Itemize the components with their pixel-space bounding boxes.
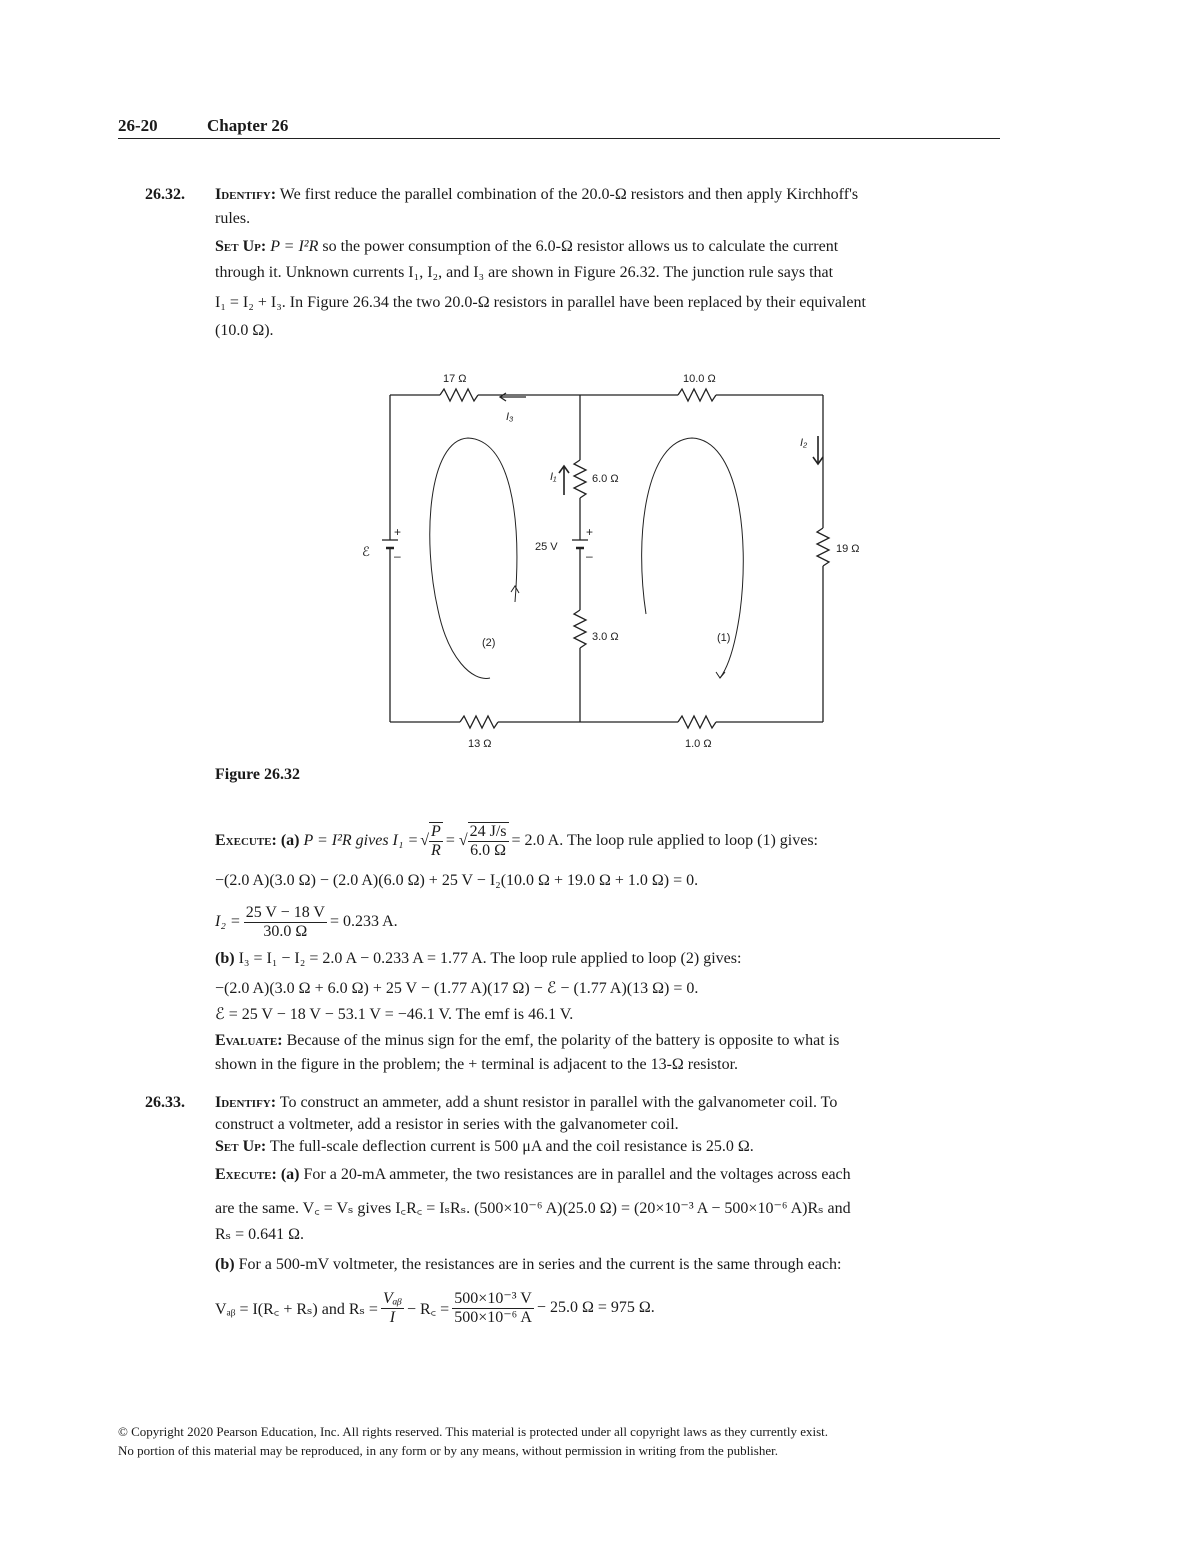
loop-2-arc	[430, 438, 517, 678]
part-b-label: (b)	[215, 1256, 235, 1273]
part-b-label: (b)	[215, 950, 235, 967]
header-rule	[118, 138, 1000, 139]
p32-evaluate-line-1: Evaluate: Because of the minus sign for the emf, the polarity of the battery is opposite to what is	[215, 1032, 840, 1049]
p32-execute-b-line-3: ℰ = 25 V − 18 V − 53.1 V = −46.1 V. The emf is 46.1 V.	[215, 1006, 574, 1023]
p32-execute-b-line-2: −(2.0 A)(3.0 Ω + 6.0 Ω) + 25 V − (1.77 A)(17 Ω) − ℰ − (1.77 A)(13 Ω) = 0.	[215, 980, 699, 997]
p32-setup-text-1: so the power consumption of the 6.0-Ω resistor allows us to calculate the current	[322, 238, 839, 255]
loop-2-arrowhead	[511, 586, 519, 593]
label-loop-1: (1)	[717, 632, 731, 644]
battery-minus: –	[586, 549, 593, 563]
fraction-vab-over-i: $\frac{\text{Vₐᵦ}}{I}$	[382, 1289, 402, 1326]
label-i2: I₂	[800, 437, 808, 449]
resistor-1	[678, 716, 716, 728]
p32-execute-a-line-1: Execute: (a) P = I²R gives I₁ = √ $\frac{P}{R}$ = √ $\frac{24 J/s}{6.0 \Omega}$ = 2.0 A. The loop rule applied to loop (1) gives:	[215, 823, 818, 859]
figure-caption: Figure 26.32	[215, 766, 301, 783]
p32-execute-a-line-3: I₂ = $\frac{25 V - 18 V}{30.0 \Omega}$ = 0.233 A.	[215, 903, 398, 940]
p32-execute-a-line-2: −(2.0 A)(3.0 Ω) − (2.0 A)(6.0 Ω) + 25 V − I₂(10.0 Ω + 19.0 Ω + 1.0 Ω) = 0.	[215, 872, 699, 889]
evaluate-label: Evaluate:	[215, 1032, 283, 1049]
page-number: 26-20	[118, 116, 158, 135]
problem-number-26-32: 26.32.	[145, 186, 185, 203]
setup-label: Set Up:	[215, 1138, 267, 1155]
identify-label: Identify:	[215, 186, 277, 203]
execute-label: Execute:	[215, 832, 277, 849]
execute-label: Execute:	[215, 1166, 277, 1183]
p32-execute-b-line-1: (b) I₃ = I₁ − I₂ = 2.0 A − 0.233 A = 1.77 A. The loop rule applied to loop (2) gives:	[215, 950, 742, 967]
label-emf: ℰ	[362, 544, 370, 559]
p32-setup-line-1	[215, 238, 838, 256]
p32-exec-a-post: = 2.0 A. The loop rule applied to loop (1) gives:	[511, 832, 818, 849]
p33-execute-a-line-1: Execute: (a) For a 20-mA ammeter, the two resistances are in parallel and the voltages across each	[215, 1166, 851, 1183]
label-1-ohm: 1.0 Ω	[685, 738, 712, 750]
resistor-10	[678, 389, 716, 401]
p33-execute-a-line-2: are the same. V꜀ = Vₛ gives I꜀R꜀ = IₛRₛ. (500×10⁻⁶ A)(25.0 Ω) = (20×10⁻³ A − 500×10⁻⁶ A)Rₛ and	[215, 1200, 851, 1217]
part-a-label: (a)	[280, 832, 300, 849]
resistor-3	[574, 610, 586, 648]
resistor-6	[574, 460, 586, 498]
p33-identify-line-2: construct a voltmeter, add a resistor in series with the galvanometer coil.	[215, 1116, 679, 1133]
label-6-ohm: 6.0 Ω	[592, 473, 619, 485]
p32-identify-text-1: We first reduce the parallel combination of the 20.0-Ω resistors and then apply Kirchhoff's	[279, 186, 859, 203]
resistor-17	[440, 389, 478, 401]
p33-setup-line-1: Set Up: The full-scale deflection current is 500 μA and the coil resistance is 25.0 Ω.	[215, 1138, 754, 1155]
label-i1: I₁	[550, 471, 557, 483]
label-17-ohm: 17 Ω	[443, 373, 467, 385]
chapter-title: Chapter 26	[207, 116, 289, 135]
fraction-i2: $\frac{25 V - 18 V}{30.0 \Omega}$	[245, 903, 325, 940]
p32-setup-line-3: I₁ = I₂ + I₃. In Figure 26.34 the two 20.0-Ω resistors in parallel have been replaced by their equivalent	[215, 294, 866, 311]
label-19-ohm: 19 Ω	[836, 543, 860, 555]
identify-label: Identify:	[215, 1094, 277, 1111]
p32-setup-eq: P = I²R	[270, 238, 319, 255]
p32-setup-line-4: (10.0 Ω).	[215, 322, 274, 339]
sqrt-24-over-6: $\frac{24 J/s}{6.0 \Omega}$	[469, 823, 507, 859]
part-a-label: (a)	[280, 1166, 300, 1183]
label-loop-2: (2)	[482, 637, 496, 649]
p33-execute-b-line-1: (b) For a 500-mV voltmeter, the resistances are in series and the current is the same through each:	[215, 1256, 842, 1273]
label-10-ohm: 10.0 Ω	[683, 373, 716, 385]
setup-label: Set Up:	[215, 238, 267, 255]
label-13-ohm: 13 Ω	[468, 738, 492, 750]
resistor-13	[460, 716, 498, 728]
battery-plus: +	[586, 525, 594, 539]
p32-evaluate-line-2: shown in the figure in the problem; the + terminal is adjacent to the 13-Ω resistor.	[215, 1056, 739, 1073]
sqrt-p-over-r: $\frac{P}{R}$	[431, 823, 441, 859]
label-i3: I₃	[506, 411, 514, 423]
resistor-19	[817, 528, 829, 566]
emf-plus: +	[394, 525, 402, 539]
copyright-line-1: © Copyright 2020 Pearson Education, Inc. All rights reserved. This material is protected under all copyright laws as they currently exist.	[118, 1424, 829, 1439]
p32-setup-line-2: through it. Unknown currents I₁, I₂, and I₃ are shown in Figure 26.32. The junction rule says that	[215, 264, 834, 281]
loop-1-arrowhead	[716, 672, 725, 678]
emf-minus: –	[394, 549, 401, 563]
p32-identify-line-2: rules.	[215, 210, 251, 227]
p33-execute-a-line-3: Rₛ = 0.641 Ω.	[215, 1226, 304, 1243]
p32-identify-line-1	[215, 186, 858, 204]
problem-number-26-33: 26.33.	[145, 1094, 185, 1111]
p33-identify-line-1: Identify: To construct an ammeter, add a shunt resistor in parallel with the galvanometer coil. To	[215, 1094, 838, 1111]
p32-exec-a-pre: P = I²R gives I₁ =	[303, 832, 419, 849]
circuit-diagram	[340, 360, 880, 760]
p33-execute-b-line-2: Vₐᵦ = I(R꜀ + Rₛ) and Rₛ = $\frac{\text{Vₐᵦ}}{I}$ − R꜀ = $\frac{\text{500×10⁻³ V}}{\text{500×10⁻⁶ A}}$ − 25.0 Ω = 975 Ω.	[215, 1289, 655, 1326]
copyright-line-2: No portion of this material may be reproduced, in any form or by any means, without permission in writing from the publisher.	[118, 1443, 778, 1458]
label-3-ohm: 3.0 Ω	[592, 631, 619, 643]
fraction-voltage-over-current: $\frac{\text{500×10⁻³ V}}{\text{500×10⁻⁶ A}}$	[454, 1289, 532, 1326]
label-25-v: 25 V	[535, 541, 558, 553]
